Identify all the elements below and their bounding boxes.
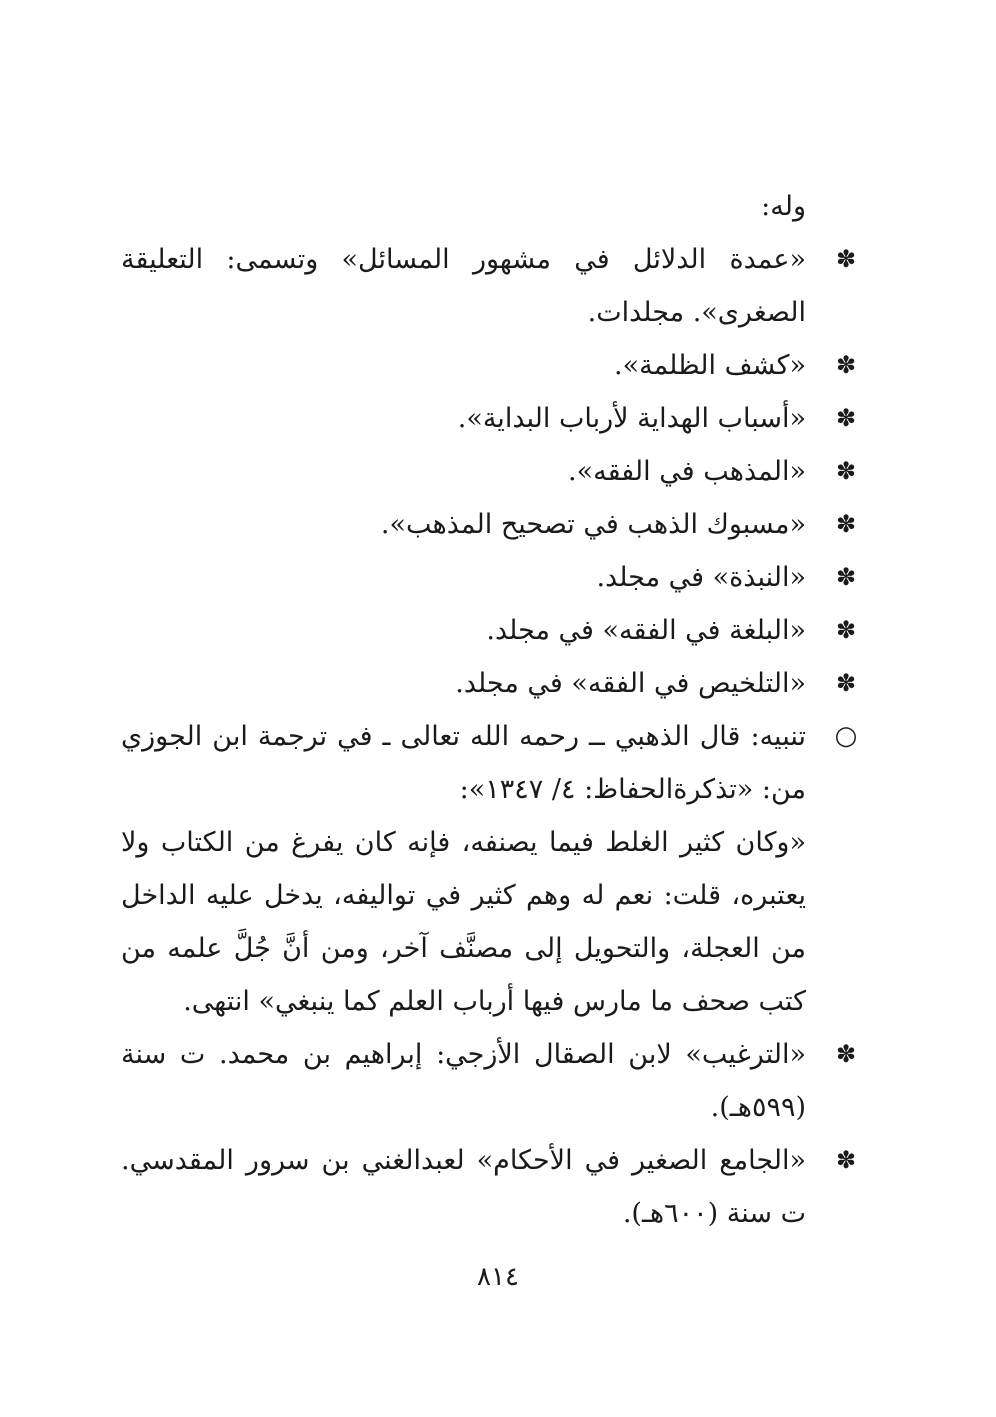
list-item-text: «النبذة» في مجلد. — [596, 562, 806, 593]
asterisk-icon: ✽ — [835, 351, 857, 379]
list-item — [121, 339, 866, 392]
list-item-text: «المذهب في الفقه». — [568, 456, 806, 487]
list-item-text: «مسبوك الذهب في تصحيح المذهب». — [380, 509, 806, 540]
note-text: تنبيه: قال الذهبي ــ رحمه الله تعالى ـ في ترجمة ابن الجوزي من: «تذكرةالحفاظ: ٤/ ١٣٤٧»: — [121, 721, 806, 805]
asterisk-icon: ✽ — [835, 510, 857, 538]
intro-heading: وله: — [761, 191, 806, 222]
list-item-text: «التلخيص في الفقه» في مجلد. — [455, 668, 806, 699]
list-item — [121, 551, 866, 604]
asterisk-icon: ✽ — [835, 404, 857, 432]
asterisk-icon: ✽ — [835, 1146, 857, 1174]
list-item — [121, 445, 866, 498]
list-item-text: «كشف الظلمة». — [614, 350, 806, 381]
asterisk-icon: ✽ — [835, 616, 857, 644]
list-item — [121, 233, 866, 339]
asterisk-icon: ✽ — [835, 457, 857, 485]
list-item-text: «البلغة في الفقه» في مجلد. — [486, 615, 806, 646]
list-item — [121, 604, 866, 657]
asterisk-icon: ✽ — [835, 1040, 857, 1068]
asterisk-icon: ✽ — [835, 245, 857, 273]
asterisk-icon: ✽ — [835, 669, 857, 697]
asterisk-icon: ✽ — [835, 563, 857, 591]
list-item — [121, 1134, 866, 1240]
list-item — [121, 657, 866, 710]
list-item — [121, 1028, 866, 1134]
list-item — [121, 498, 866, 551]
page-number: ٨١٤ — [477, 1262, 519, 1292]
page-body — [121, 180, 866, 1240]
list-item — [121, 392, 866, 445]
list-item-text: «الجامع الصغير في الأحكام» لعبدالغني بن سرور المقدسي. ت سنة (٦٠٠هـ). — [121, 1145, 806, 1229]
list-item-text: «عمدة الدلائل في مشهور المسائل» وتسمى: التعليقة الصغرى». مجلدات. — [121, 244, 806, 328]
quote-block: «وكان كثير الغلط فيما يصنفه، فإنه كان يفرغ من الكتاب ولا يعتبره، قلت: نعم له وهم كثير في تواليفه، يدخل عليه الداخل من العجلة، والتحويل إلى مصنَّف آخر، ومن أنَّ جُلَّ علمه من كتب صحف ما مارس فيها أرباب العلم كما ينبغي» انتهى. — [121, 827, 806, 1017]
circle-icon: ○ — [834, 721, 858, 751]
list-item-text: «أسباب الهداية لأرباب البداية». — [457, 403, 806, 434]
note-item — [121, 710, 866, 816]
list-item-text: «الترغيب» لابن الصقال الأزجي: إبراهيم بن محمد. ت سنة (٥٩٩هـ). — [121, 1039, 806, 1123]
